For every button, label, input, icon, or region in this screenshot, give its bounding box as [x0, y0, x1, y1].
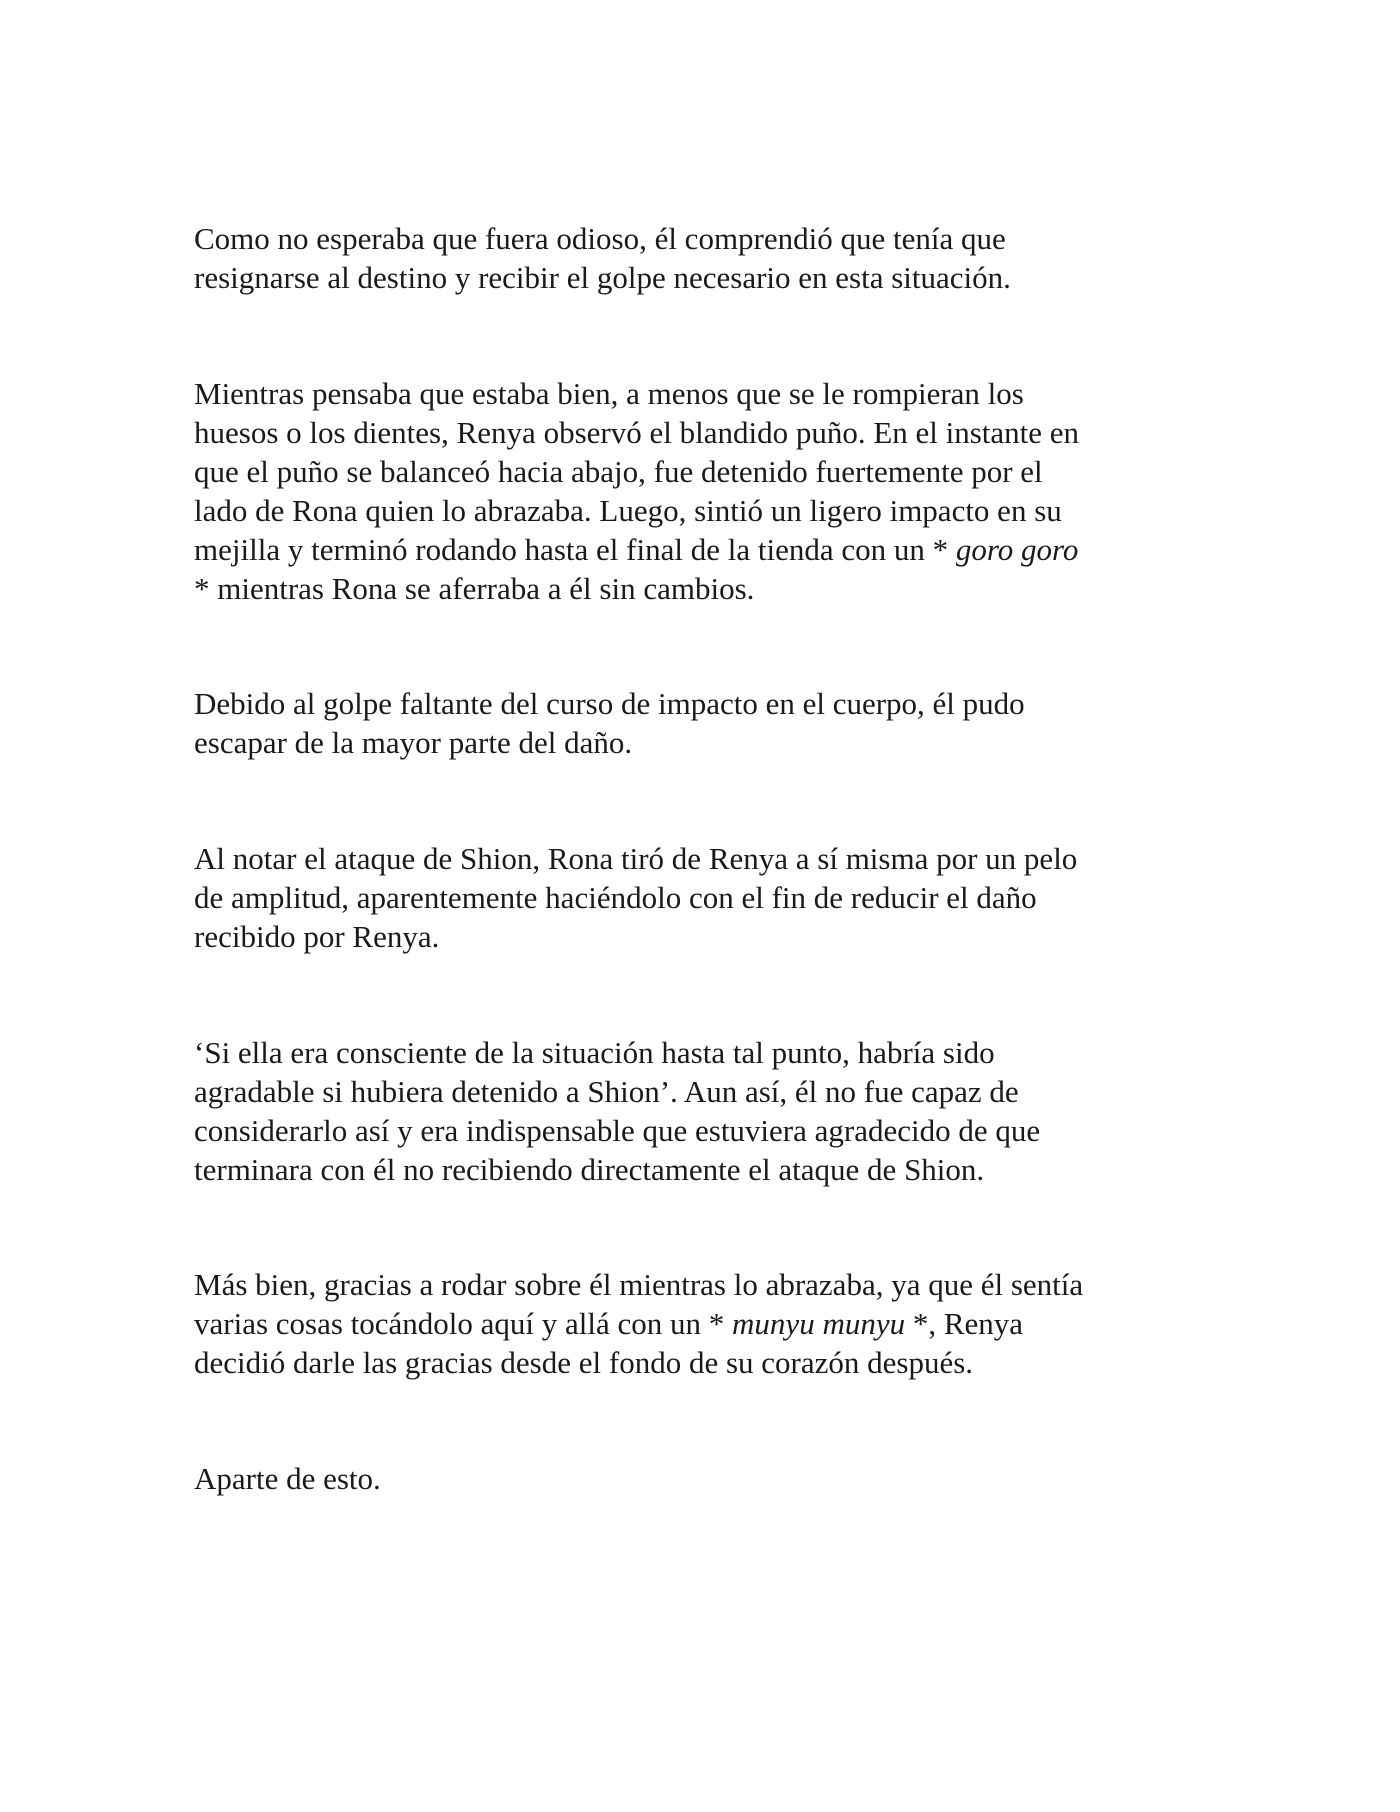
- paragraph-line: lado de Rona quien lo abrazaba. Luego, sintió un ligero impacto en su: [194, 493, 1062, 528]
- paragraph-1: [194, 219, 1224, 297]
- paragraph-line: que el puño se balanceó hacia abajo, fue detenido fuertemente por el: [194, 454, 1043, 489]
- paragraph-line: ‘Si ella era consciente de la situación hasta tal punto, habría sido: [194, 1035, 995, 1070]
- paragraph-line: de amplitud, aparentemente haciéndolo con el fin de reducir el daño: [194, 880, 1037, 915]
- paragraph-line: Aparte de esto.: [194, 1461, 381, 1496]
- paragraph-line: [194, 1304, 1224, 1343]
- paragraph-line: Mientras pensaba que estaba bien, a menos que se le rompieran los: [194, 376, 1024, 411]
- paragraph-line: * mientras Rona se aferraba a él sin cambios.: [194, 571, 755, 606]
- paragraph-line: Más bien, gracias a rodar sobre él mientras lo abrazaba, ya que él sentía: [194, 1267, 1084, 1302]
- paragraph-7: [194, 1459, 1224, 1498]
- paragraph-6: [194, 1265, 1224, 1382]
- paragraph-line: recibido por Renya.: [194, 919, 440, 954]
- paragraph-line: considerarlo así y era indispensable que estuviera agradecido de que: [194, 1113, 1041, 1148]
- paragraph-line: [194, 530, 1224, 569]
- line-text: varias cosas tocándolo aquí y allá con un *: [194, 1306, 733, 1341]
- paragraph-4: [194, 839, 1224, 956]
- paragraph-5: [194, 1033, 1224, 1189]
- paragraph-line: escapar de la mayor parte del daño.: [194, 725, 633, 760]
- paragraph-line: terminara con él no recibiendo directamente el ataque de Shion.: [194, 1152, 985, 1187]
- paragraph-2: [194, 374, 1224, 608]
- paragraph-line: Como no esperaba que fuera odioso, él comprendió que tenía que: [194, 221, 1006, 256]
- paragraph-line: resignarse al destino y recibir el golpe necesario en esta situación.: [194, 260, 1011, 295]
- paragraph-line: Al notar el ataque de Shion, Rona tiró de Renya a sí misma por un pelo: [194, 841, 1078, 876]
- paragraph-line: agradable si hubiera detenido a Shion’. Aun así, él no fue capaz de: [194, 1074, 1019, 1109]
- paragraph-line: huesos o los dientes, Renya observó el blandido puño. En el instante en: [194, 415, 1080, 450]
- onomatopoeia-italic: munyu munyu: [732, 1306, 906, 1341]
- paragraph-line: decidió darle las gracias desde el fondo de su corazón después.: [194, 1345, 974, 1380]
- line-text: mejilla y terminó rodando hasta el final de la tienda con un *: [194, 532, 956, 567]
- line-text: *, Renya: [905, 1306, 1024, 1341]
- paragraph-line: Debido al golpe faltante del curso de impacto en el cuerpo, él pudo: [194, 686, 1025, 721]
- paragraph-3: [194, 684, 1224, 762]
- onomatopoeia-italic: goro goro: [955, 532, 1079, 567]
